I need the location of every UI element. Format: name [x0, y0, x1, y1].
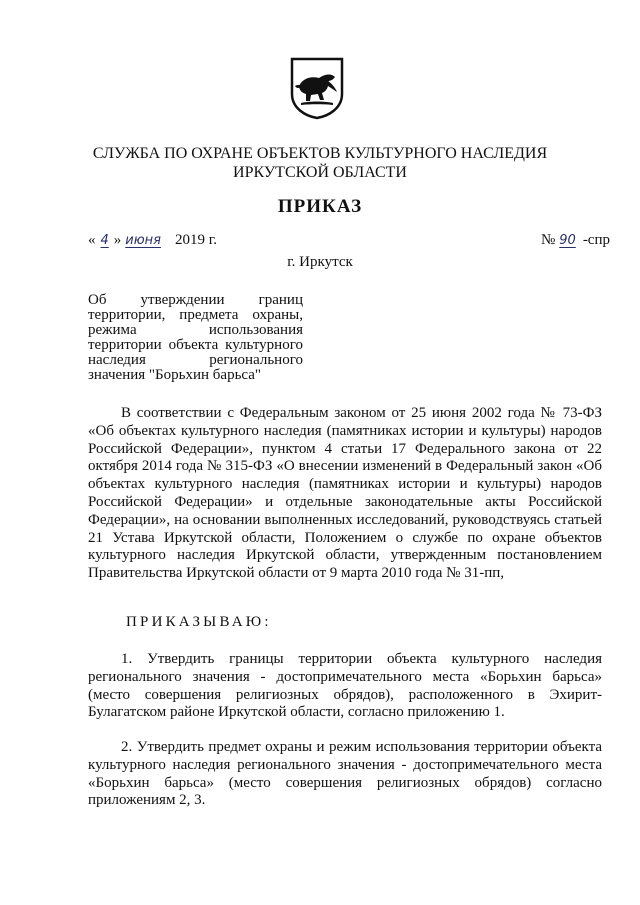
document-subject: Об утверждении границ территории, предмета охраны, режима использования территории объекта культурного наследия регионального значения "Борьхин барьса"	[88, 292, 303, 383]
order-item-2: 2. Утвердить предмет охраны и режим использования территории объекта культурного наследия регионального значения - достопримечательного места «Борьхин барьса» (место совершения религиозных обрядов) согласно приложениям 2, 3.	[88, 739, 602, 809]
document-number	[541, 232, 610, 249]
preamble-paragraph: В соответствии с Федеральным законом от 25 июня 2002 года № 73-ФЗ «Об объектах культурного наследия (памятниках истории и культуры) народов Российской Федерации», пунктом 4 статьи 17 Федерального закона от 22 октября 2014 года № 315-ФЗ «О внесении изменений в Федеральный закон «Об объектах культурного наследия (памятниках истории и культуры) народов Российской Федерации» и отдельные законодательные акты Российской Федерации», на основании выполненных исследований, руководствуясь статьей 21 Устава Иркутской области, Положением о службе по охране объектов культурного наследия Иркутской области, утвержденным постановлением Правительства Иркутской области от 9 марта 2010 года № 31-пп,	[88, 405, 602, 582]
date-day: 4	[100, 233, 109, 248]
date-open-quote: «	[88, 232, 96, 248]
date-year: 2019 г.	[175, 232, 217, 248]
date-month: июня	[125, 233, 161, 248]
order-word: ПРИКАЗЫВАЮ:	[126, 614, 272, 630]
number-prefix: №	[540, 232, 556, 248]
document-date	[88, 232, 217, 249]
document-city: г. Иркутск	[287, 254, 353, 270]
document-type: ПРИКАЗ	[277, 196, 363, 217]
date-close-quote: »	[113, 232, 122, 248]
number-value: 90	[559, 233, 576, 248]
number-suffix: -спр	[582, 232, 610, 248]
order-item-1: 1. Утвердить границы территории объекта культурного наследия регионального значения - достопримечательного места «Борьхин барьса» (место совершения религиозных обрядов), расположенного в Эхирит-Булагатском районе Иркутской области, согласно приложению 1.	[88, 651, 602, 721]
coat-of-arms-icon	[289, 56, 345, 120]
organization-name-line2: ИРКУТСКОЙ ОБЛАСТИ	[233, 164, 407, 181]
organization-name-line1: СЛУЖБА ПО ОХРАНЕ ОБЪЕКТОВ КУЛЬТУРНОГО НАСЛЕДИЯ	[92, 145, 548, 162]
